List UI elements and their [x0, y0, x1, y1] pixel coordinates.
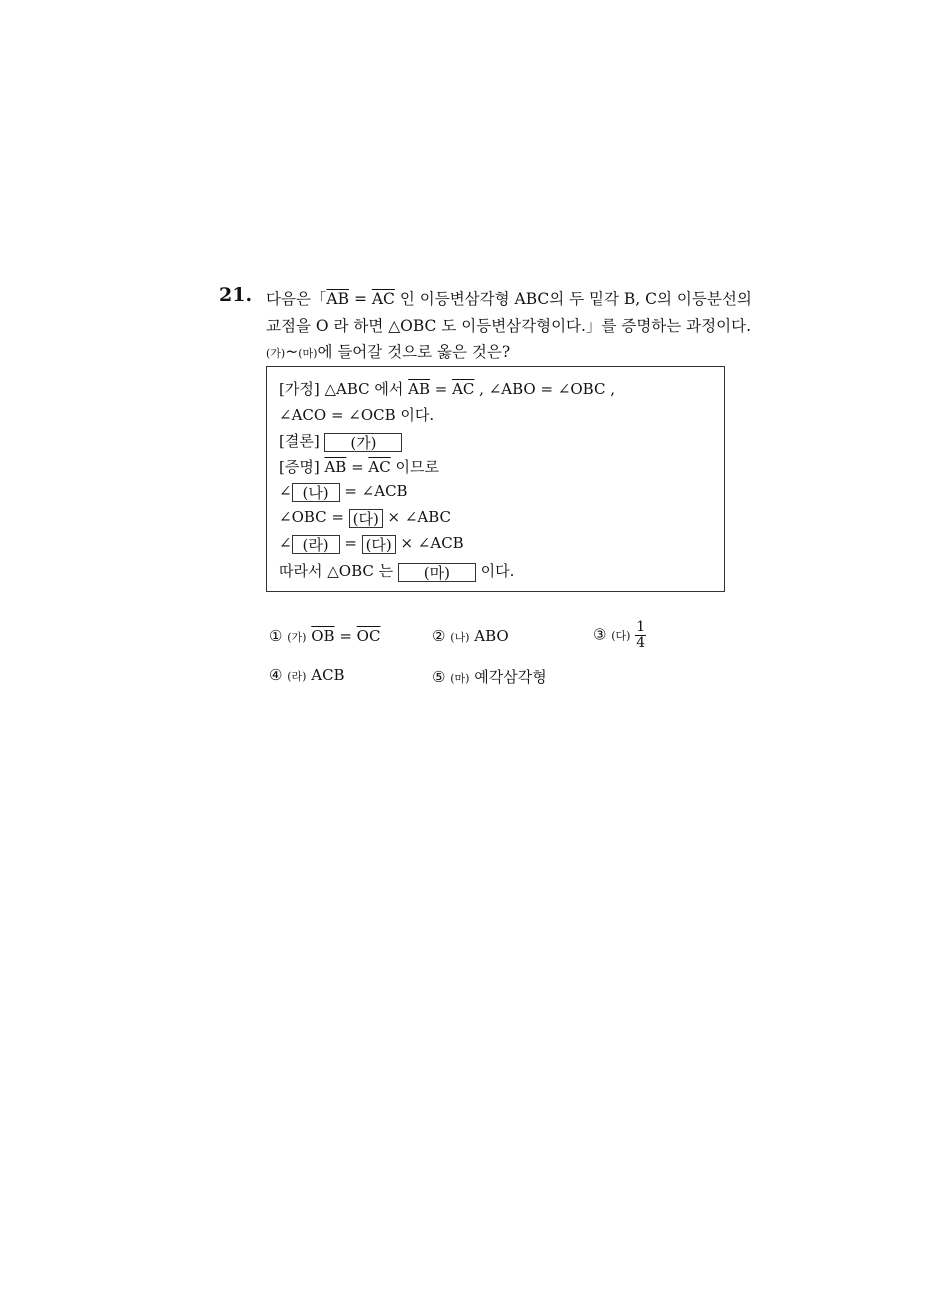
choice-1[interactable] [269, 627, 380, 645]
segment-oc: $\overline{OC}$ [356, 627, 381, 645]
proof-start-rest: 이므로 [390, 458, 439, 476]
segment-ab: $\overline{AB}$ [408, 380, 430, 398]
choice-text: 예각삼각형 [474, 668, 547, 686]
proof-step-1 [279, 482, 408, 502]
segment-ob: $\overline{OB}$ [311, 627, 335, 645]
fraction-denominator: 4 [636, 635, 646, 651]
choice-number: ④ [269, 666, 283, 684]
choice-2[interactable] [432, 627, 509, 645]
proof-hypothesis-line-2: ∠ACO = ∠OCB 이다. [279, 406, 435, 424]
proof-hypothesis-line [279, 378, 615, 399]
choice-number: ② [432, 627, 446, 645]
step-3-rest: × ∠ACB [395, 534, 464, 552]
question-stem-line-1 [266, 287, 752, 309]
fraction [635, 620, 646, 651]
conclusion-label: [결론] [279, 432, 325, 450]
proof-start-line [279, 456, 439, 477]
segment-ac: $\overline{AC}$ [368, 458, 391, 476]
proof-box [266, 366, 725, 592]
choice-5[interactable] [432, 666, 547, 687]
choice-marker: (라) [287, 670, 307, 683]
choice-marker: (가) [287, 631, 307, 644]
proof-conclusion-line [279, 430, 402, 452]
segment-ac: $\overline{AC}$ [452, 380, 475, 398]
choice-marker: (다) [611, 629, 631, 643]
question-stem-line-2: 교점을 O 라 하면 △OBC 도 이등변삼각형이다.」를 증명하는 과정이다. [266, 317, 751, 335]
choice-4[interactable] [269, 666, 345, 684]
choice-number: ⑤ [432, 668, 446, 686]
equals-sign: = [346, 458, 369, 476]
tilde: ~ [285, 343, 299, 361]
final-rest: 이다. [475, 562, 515, 580]
choice-marker: (마) [450, 672, 470, 685]
segment-ac: $\overline{AC}$ [371, 290, 395, 308]
marker-ma: (마) [298, 347, 318, 360]
blank-da-2: (다) [362, 535, 396, 554]
blank-ma: (마) [398, 563, 476, 582]
choice-number: ① [269, 627, 283, 645]
step-2-rest: × ∠ABC [382, 508, 452, 526]
angle-symbol: ∠ [279, 534, 292, 552]
blank-na: (나) [292, 483, 340, 502]
final-lead: 따라서 △OBC 는 [279, 562, 398, 580]
blank-ga: (가) [324, 433, 402, 452]
hypothesis-text: [가정] △ABC 에서 [279, 380, 409, 398]
equals-sign: = [334, 627, 357, 645]
choice-marker: (나) [450, 631, 470, 644]
equals-sign: = [429, 380, 453, 398]
blank-da: (다) [349, 509, 383, 528]
choice-3[interactable] [593, 620, 646, 651]
equals-sign: = [349, 290, 372, 308]
choice-text: ABO [474, 627, 509, 645]
angle-symbol: ∠ [279, 482, 292, 500]
hypothesis-rest: , ∠ABO = ∠OBC , [474, 380, 615, 398]
question-number: 21. [219, 284, 253, 306]
question-stem-line-3 [266, 340, 510, 362]
stem-line-3-rest: 에 들어갈 것으로 옳은 것은? [317, 343, 511, 361]
marker-ga: (가) [266, 347, 286, 360]
step-1-rest: = ∠ACB [339, 482, 408, 500]
choice-number: ③ [593, 625, 607, 644]
stem-intro: 다음은「 [266, 290, 327, 308]
proof-step-3 [279, 534, 464, 554]
proof-step-2 [279, 508, 451, 528]
segment-ab: $\overline{AB}$ [324, 458, 347, 476]
blank-ra: (라) [292, 535, 340, 554]
proof-final-line [279, 560, 514, 582]
stem-line-1-rest: 인 이등변삼각형 ABC의 두 밑각 B, C의 이등분선의 [394, 290, 752, 308]
choice-text: ACB [311, 666, 345, 684]
fraction-numerator: 1 [636, 619, 646, 635]
segment-ab: $\overline{AB}$ [326, 290, 350, 308]
proof-label: [증명] [279, 458, 325, 476]
equals-sign: = [339, 534, 362, 552]
step-2-lhs: ∠OBC = [279, 508, 349, 526]
